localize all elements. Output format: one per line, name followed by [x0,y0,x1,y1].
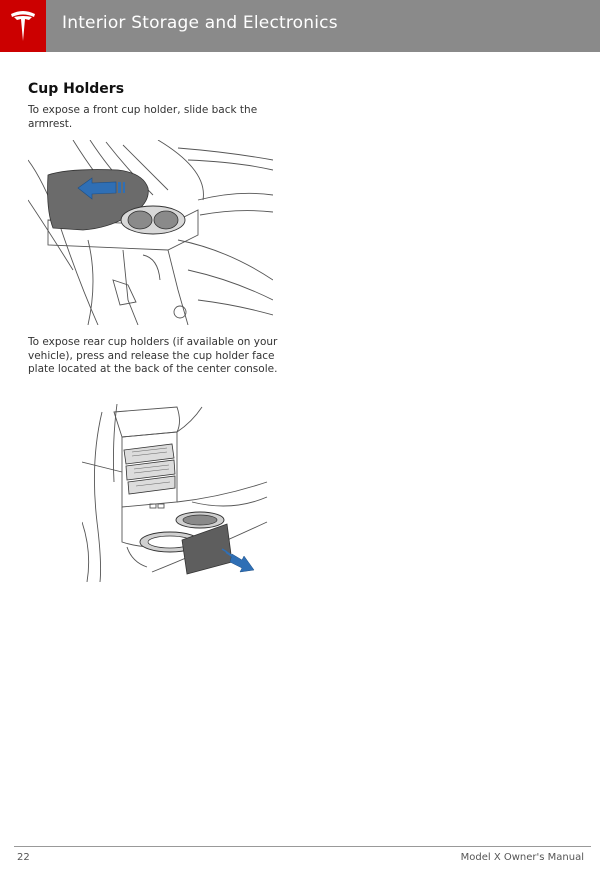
tesla-logo-icon [9,9,37,43]
front-cup-holder-illustration [28,140,273,325]
page-number: 22 [17,852,30,863]
manual-title: Model X Owner's Manual [460,852,584,863]
header-title: Interior Storage and Electronics [62,13,338,33]
page-header [0,0,600,52]
rear-cup-holder-instructions: To expose rear cup holders (if available on your vehicle), press and release the cup holder face plate located at the back of the center console. [28,336,278,375]
brand-logo [0,0,46,52]
front-cup-holder-instructions: To expose a front cup holder, slide back the armrest. [28,104,258,130]
footer-divider [14,846,591,847]
rear-cup-holder-illustration [82,402,272,582]
section-title: Cup Holders [28,81,125,97]
